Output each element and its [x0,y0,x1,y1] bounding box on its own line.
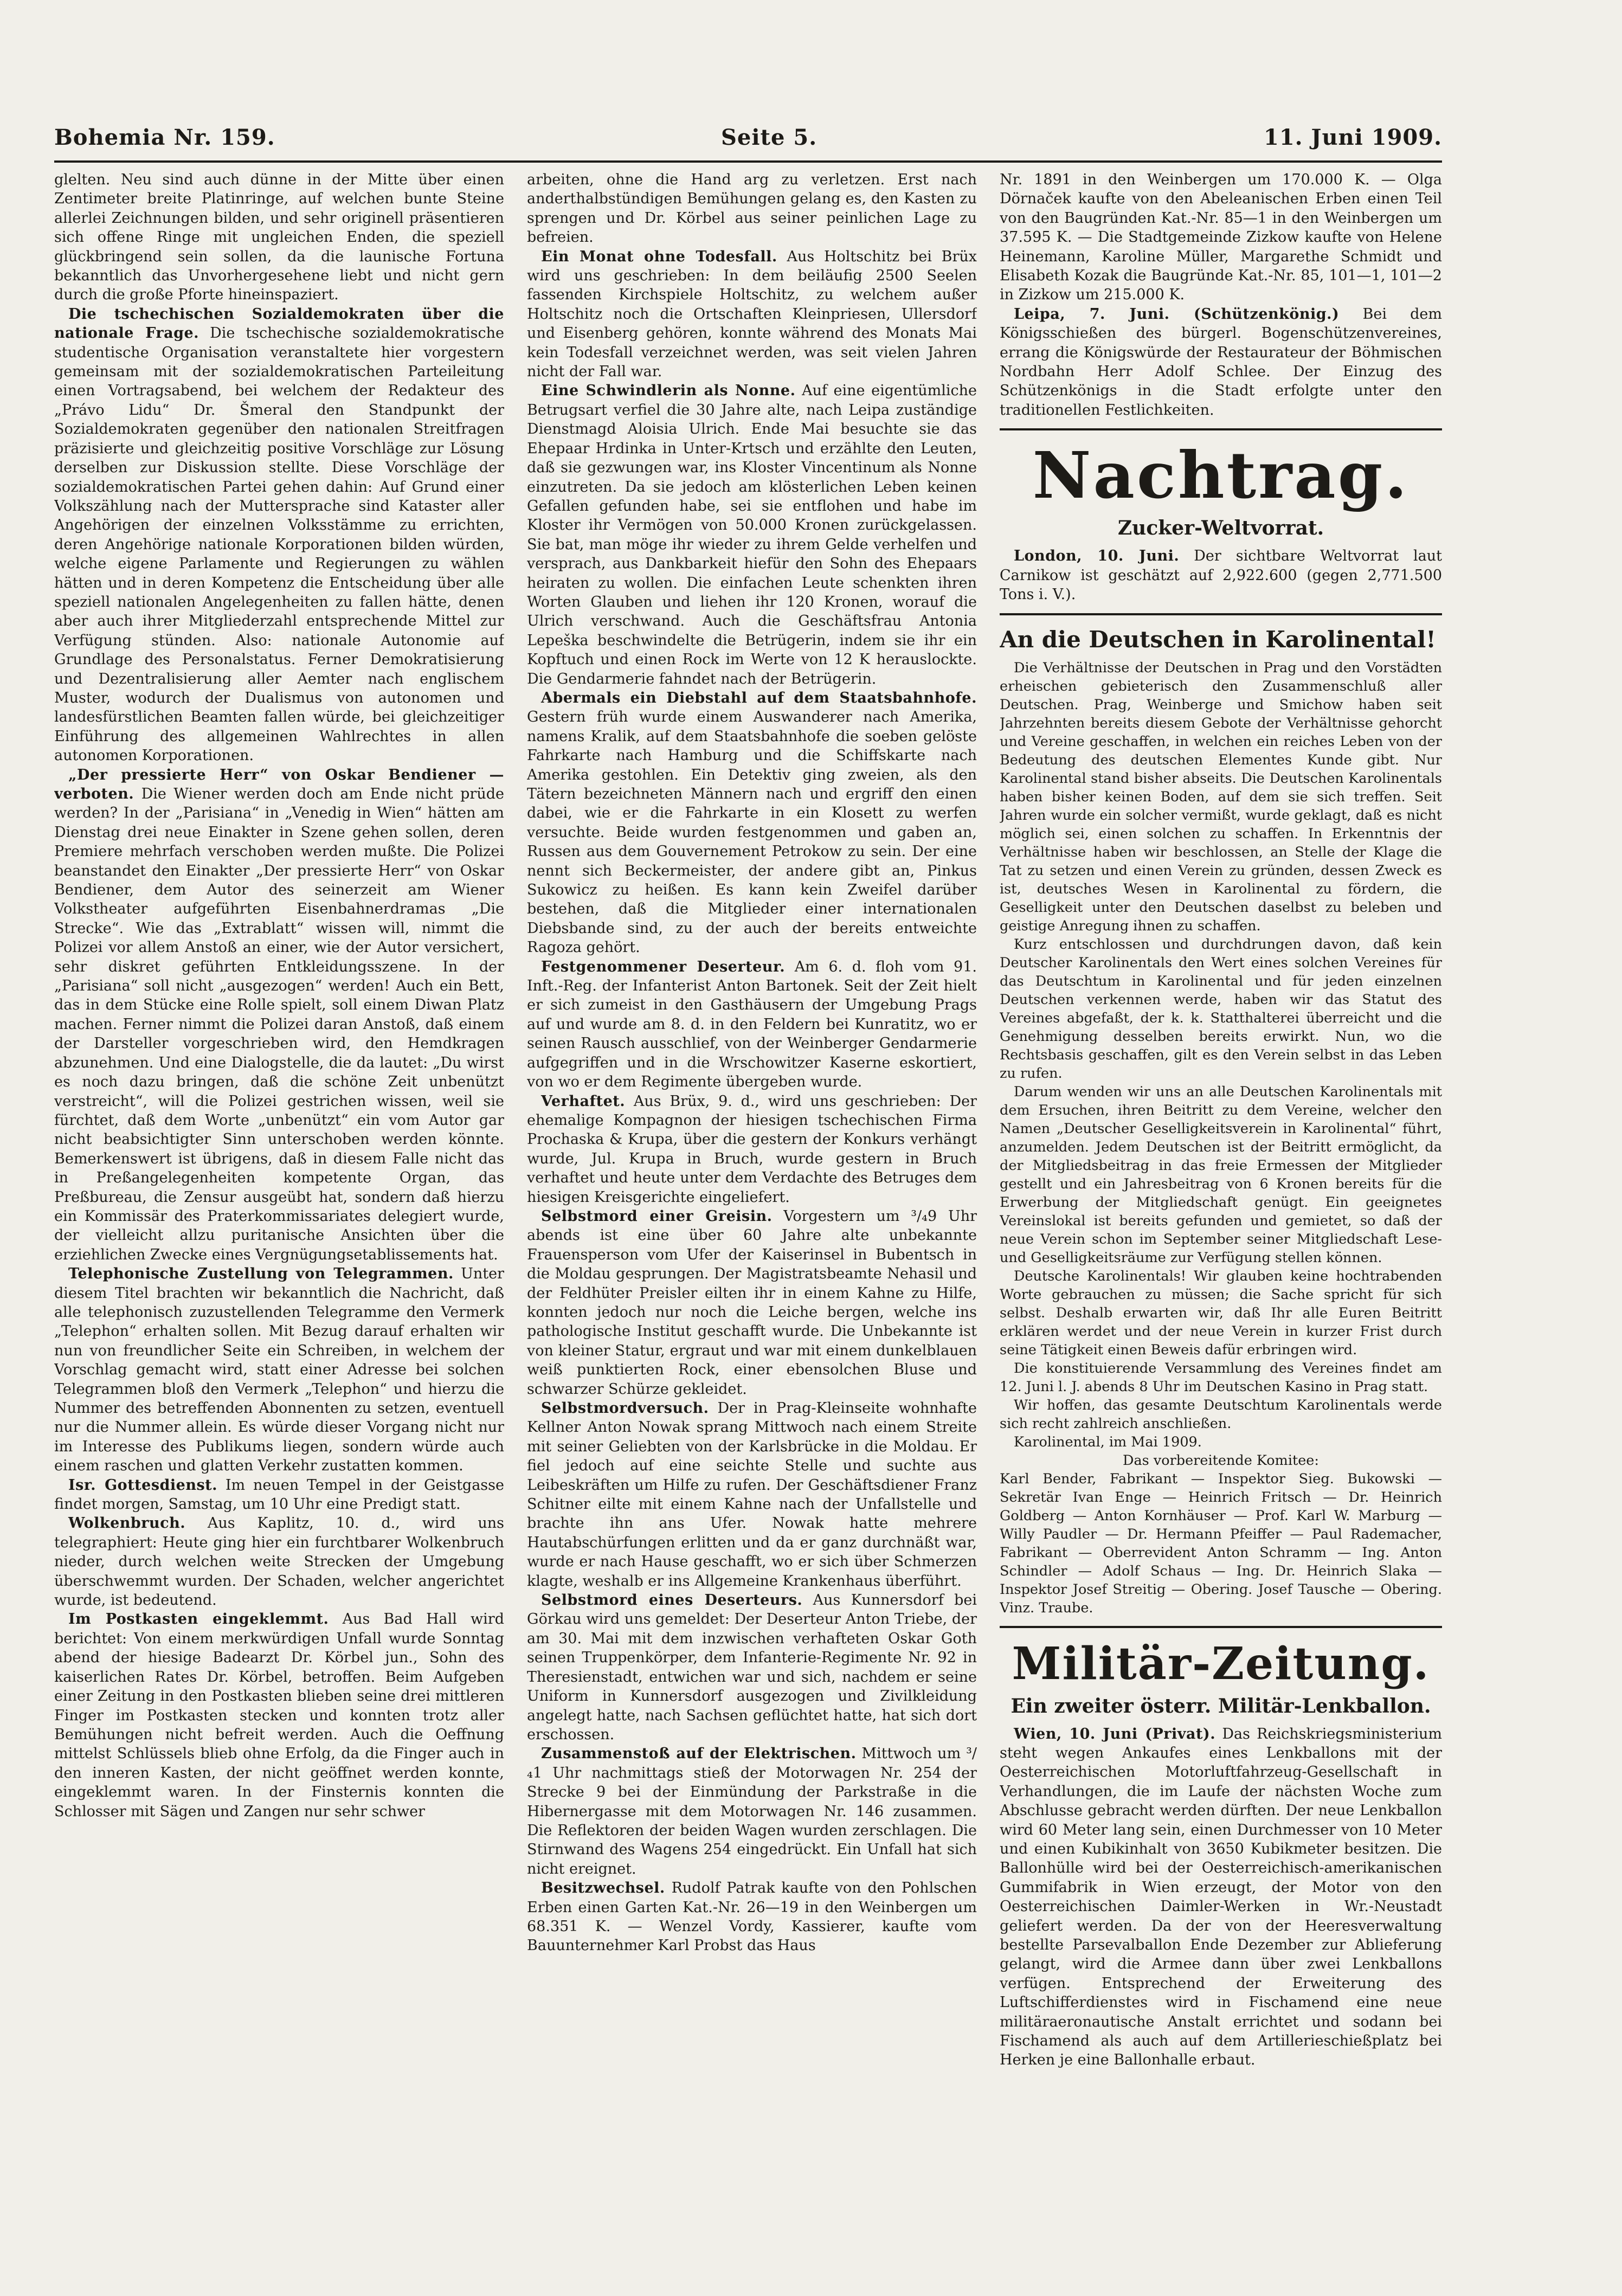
article-body: Aus Kunnersdorf bei Görkau wird uns gemeldet: Der Deserteur Anton Triebe, der am 30. Mai mit dem inzwischen verhafteten Oskar Goth seinen Truppenkörper, dem Infanterie-Regimente Nr. 92 in Theresienstadt, entwichen war und sich, nachdem er seine Uniform in Kunnersdorf ausgezogen und Zivilkleidung angelegt hatte, nach Sachsen geflüchtet hatte, hat sich dort erschossen. [527,1592,977,1743]
article-headline: Abermals ein Diebstahl auf dem Staatsbahnhofe. [541,689,977,706]
article-body: Das Reichskriegsministerium steht wegen Ankaufes eines Lenkballons mit der Oesterreichischen Motorluftfahrzeug-Gesellschaft in Verhandlungen, die im Laufe der nächsten Woche zum Abschlusse gebracht werden dürften. Der neue Lenkballon wird 60 Meter lang sein, einen Durchmesser von 10 Meter und einen Kubikinhalt von 3650 Kubikmeter besitzen. Die Ballonhülle wird bei der Oesterreichisch-amerikanischen Gummifabrik in Wien erzeugt, der Motor von den Oesterreichischen Daimler-Werken in Wr.-Neustadt geliefert werden. Da der von der Heeresverwaltung bestellte Parsevalballon Ende Dezember zur Ablieferung gelangt, wird die Armee dann über zwei Lenkballons verfügen. Entsprechend der Erweiterung des Luftschifferdienstes wird in Fischamend eine neue militäraeronautische Anstalt errichtet und sodann bei Fischamend als auch auf dem Artillerieschießplatz bei Herken je eine Ballonhalle erbaut. [1000,1725,1442,2069]
article [527,1092,977,1207]
article-body: Die tschechische sozialdemokratische studentische Organisation veranstaltete hier vorgestern gemeinsam mit der sozialdemokratischen Parteileitung einen Vortragsabend, bei welchem der Redakteur des „Právo Lidu“ Dr. Šmeral den Standpunkt der Sozialdemokraten gegenüber den nationalen Streitfragen präzisierte und gleichzeitig positive Vorschläge zur Lösung derselben zur Diskussion stellte. Diese Vorschläge der sozialdemokratischen Partei gehen dahin: Auf Grund einer Volkszählung nach der Muttersprache sind Kataster aller Angehörigen der einzelnen Volksstämme zu errichten, deren Angehörige nationale Korporationen bilden würden, welche eigene Parlamente und Regierungen zu wählen hätten und in deren Kompetenz die Entscheidung über alle speziell nationalen Angelegenheiten zu fallen hätte, denen aber auch ihrer Mitgliederzahl entsprechende Mittel zur Verfügung stünden. Also: nationale Autonomie auf Grundlage des Personalstatus. Ferner Demokratisierung und Dezentralisierung aller Aemter nach englischem Muster, wodurch der Dualismus von autonomen und landesfürstlichen Beamten fallen würde, bei gleichzeitiger Einführung des allgemeinen Wahlrechtes in allen autonomen Korporationen. [54,325,504,764]
article-headline: Im Postkasten eingeklemmt. [68,1611,329,1628]
appeal-title: An die Deutschen in Karolinental! [1000,626,1436,653]
article [54,766,504,1265]
article-body: Unter diesem Titel brachten wir bekanntlich die Nachricht, daß alle telephonisch zuzustellenden Telegramme den Vermerk „Telephon“ erhalten sollen. Mit Bezug darauf erhalten wir nun von freundlicher Seite ein Schreiben, in welchem der Vorschlag gemacht wird, statt einer Adresse bei solchen Telegrammen bloß den Vermerk „Telephon“ und hierzu die Nummer des betreffenden Abonnenten zu setzen, eventuell nur die Nummer allein. Es würde dieser Vorgang nicht nur im Interesse des Publikums liegen, sondern würde auch einem raschen und glatten Verkehr zustatten kommen. [54,1265,504,1475]
article-body: Aus Bad Hall wird berichtet: Von einem merkwürdigen Unfall wurde Sonntag abend der hiesige Badearzt Dr. Körbel jun., Sohn des kaiserlichen Rates Dr. Körbel, betroffen. Beim Aufgeben einer Zeitung in den Postkasten blieben seine drei mittleren Finger im Postkasten stecken und konnten trotz aller Bemühungen nicht befreit werden. Auch die Oeffnung mittelst Schlüssels blieb ohne Erfolg, da die Finger auch in den inneren Kasten, der nicht geöffnet werden konnte, eingeklemmt waren. In der Finsternis konnten die Schlosser mit Sägen und Zangen nur sehr schwer [54,1611,504,1820]
appeal-paragraph: Deutsche Karolinentals! Wir glauben keine hochtrabenden Worte gebrauchen zu müssen; die Sache spricht für sich selbst. Deshalb erwarten wir, daß Ihr alle Euren Beitritt erklären werdet und der neue Verein in kurzer Frist durch seine Tätigkeit einen Beweis dafür erbringen wird. [1000,1268,1442,1358]
article-headline: Wolkenbruch. [68,1515,186,1532]
article [54,1476,504,1514]
appeal-paragraph: Darum wenden wir uns an alle Deutschen Karolinentals mit dem Ersuchen, ihren Beitritt zu dem Vereine, welcher den Namen „Deutscher Geselligkeitsverein in Karolinental“ führt, anzumelden. Jedem Deutschen ist der Beitritt ermöglicht, da der Mitgliedsbeitrag in das freie Ermessen der Mitglieder gestellt und ein Jahresbeitrag von 6 Kronen bereits für die Erwerbung der Mitgliedschaft genügt. Ein geeignetes Vereinslokal ist bereits gefunden und gemietet, so daß der neue Verein schon im September seiner Mitgliedschaft Lese- und Geselligkeitsräume zur Verfügung stellen können. [1000,1083,1442,1266]
article-headline: Ein Monat ohne Todesfall. [541,248,777,265]
article [527,957,977,1092]
article-body: Der sichtbare Weltvorrat laut Carnikow ist geschätzt auf 2,922.600 (gegen 2,771.500 Tons i. V.). [1000,548,1442,603]
article-body: Die Wiener werden doch am Ende nicht prüde werden? In der „Parisiana“ in „Venedig in Wien“ hätten am Dienstag drei neue Einakter in Szene gehen sollen, deren Premiere mehrfach verschoben werden mußte. Die Polizei beanstandet den Einakter „Der pressierte Herr“ von Oskar Bendiener, dem Autor des seinerzeit am Wiener Volkstheater aufgeführten Eisenbahnerdramas „Die Strecke“. Wie das „Extrablatt“ wissen will, nimmt die Polizei vor allem Anstoß an einer, wie der Autor versichert, sehr diskret geführten Entkleidungsszene. In der „Parisiana“ soll nicht „ausgezogen“ werden! Auch ein Bett, das in dem Stücke eine Rolle spielt, soll einem Diwan Platz machen. Ferner nimmt die Polizei daran Anstoß, daß einem der Darsteller vorgeschrieben wird, den Hemdkragen abzunehmen. Und eine Dialogstelle, die da lautet: „Du wirst es noch dazu bringen, daß die schöne Zeit unbenützt verstreicht“, will die Polizei gestrichen wissen, weil sie fürchtet, daß dem Worte „unbenützt“ ein vom Autor gar nicht beabsichtigter Sinn unterschoben werden könnte. Bemerkenswert ist übrigens, daß in diesem Falle nicht das in Preßangelegenheiten kompetente Organ, das Preßbureau, die Zensur ausgeübt hat, sondern daß hierzu ein Kommissär des Praterkommissariates delegiert wurde, der vielleicht allzu puritanische Ansichten über die erziehlichen Zwecke eines Vergnügungsetablissements hat. [54,786,504,1263]
article-headline: London, 10. Juni. [1014,548,1180,565]
masthead-rule [54,160,1442,163]
article-headline: Telephonische Zustellung von Telegrammen. [68,1265,454,1283]
newspaper-page [54,125,1442,2163]
masthead-page-number: Seite 5. [721,125,818,150]
column-2 [527,170,977,2144]
article-headline: Isr. Gottesdienst. [68,1476,218,1494]
section-divider [1000,613,1442,615]
committee-members: Karl Bender, Fabrikant — Inspektor Sieg. Bukowski — Sekretär Ivan Enge — Heinrich Fritsch — Dr. Heinrich Goldberg — Anton Kornhäuser — Prof. Karl W. Marburg — Willy Paudler — Dr. Hermann Pfeiffer — Paul Rademacher, Fabrikant — Oberrevident Anton Schramm — Ing. Anton Schindler — Adolf Schaus — Ing. Dr. Heinrich Slaka — Inspektor Josef Streitig — Obering. Josef Tausche — Obering. Vinz. Traube. [1000,1470,1442,1616]
section-title-militaer: Militär-Zeitung. [1012,1637,1430,1690]
article-body: Gestern früh wurde einem Auswanderer nach Amerika, namens Kralik, auf dem Staatsbahnhofe die soeben gelöste Fahrkarte nach Hamburg und die Schiffskarte nach Amerika gestohlen. Ein Detektiv ging zweien, als den Tätern bezeichneten Männern nach und ergriff den einen dabei, wie er die Fahrkarte in ein Klosett zu werfen versuchte. Beide wurden festgenommen und gaben an, Russen aus dem Gouvernement Petrokow zu sein. Der eine nennt sich Beckermeister, der andere gibt an, Pinkus Sukowicz zu heißen. Es kann kein Zweifel darüber bestehen, daß die Mitglieder einer internationalen Diebsbande sind, zu der auch der bereits entweichte Ragoza gehört. [527,709,977,956]
section-divider [1000,428,1442,430]
article-body: Auf eine eigentümliche Betrugsart verfiel die 30 Jahre alte, nach Leipa zuständige Dienstmagd Aloisia Ulrich. Ende Mai besuchte sie das Ehepaar Hrdinka in Unter-Krtsch und erzählte den Leuten, daß sie gezwungen war, ins Kloster Vincentinum als Nonne einzutreten. Da sie jedoch am klösterlichen Leben keinen Gefallen gefunden habe, sei sie entflohen und habe im Kloster ihr Vermögen von 50.000 Kronen zurückgelassen. Sie bat, man möge ihr wieder zu ihrem Gelde verhelfen und versprach, aus Dankbarkeit hiefür den Sohn des Ehepaars heiraten zu wollen. Die einfachen Leute schenkten ihren Worten Glauben und liehen ihr 120 Kronen, worauf die Ulrich verschwand. Auch die Geschäftsfrau Antonia Lepeška beschwindelte die Betrügerin, indem sie ihr ein Kopftuch und einen Rock im Werte von 12 K herauslockte. Die Gendarmerie fahndet nach der Betrügerin. [527,382,977,687]
section-title-nachtrag: Nachtrag. [1032,438,1409,513]
article [54,1514,504,1610]
article [54,1610,504,1821]
article [527,247,977,382]
article-headline: Zusammenstoß auf der Elektrischen. [541,1745,857,1763]
article-continuation: arbeiten, ohne die Hand arg zu verletzen. Erst nach anderthalbstündigen Bemühungen gelang es, den Kasten zu sprengen und Dr. Körbel aus seiner peinlichen Lage zu befreien. [527,171,977,246]
article-headline: Selbstmord einer Greisin. [541,1207,773,1225]
article-headline: „Der pressierte Herr“ von Oskar Bendiener — verboten. [54,766,504,802]
article [527,1591,977,1744]
article-body: Vorgestern um ³/₄9 Uhr abends ist eine über 60 Jahre alte unbekannte Frauensperson vom Ufer der Kaiserinsel in Bubentsch in die Moldau gesprungen. Der Magistratsbeamte Nehasil und der Feldhüter Preisler eilten ihr in einem Kahne zu Hilfe, konnten jedoch nur noch die Leiche bergen, welche ins pathologische Institut geschafft wurde. Die Unbekannte ist von kleiner Statur, ergraut und war mit einem dunkelblauen weiß punktierten Rock, einer ebensolchen Bluse und schwarzer Schürze gekleidet. [527,1207,977,1398]
article-body: Aus Kaplitz, 10. d., wird uns telegraphiert: Heute ging hier ein furchtbarer Wolkenbruch nieder, durch welchen weite Strecken der Umgebung überschwemmt wurden. Der Schaden, welcher angerichtet wurde, ist bedeutend. [54,1515,504,1609]
article-body: Aus Brüx, 9. d., wird uns geschrieben: Der ehemalige Kompagnon der hiesigen tschechischen Firma Prochaska & Krupa, über die gestern der Konkurs verhängt wurde, Jul. Krupa in Bruch, wurde gestern in Bruch verhaftet und heute unter dem Verdachte des Betruges dem hiesigen Kreisgerichte eingeliefert. [527,1092,977,1206]
article [527,1399,977,1591]
article-body: Im neuen Tempel in der Geistgasse findet morgen, Samstag, um 10 Uhr eine Predigt statt. [54,1476,504,1513]
article-body: Mittwoch um ³/₄1 Uhr nachmittags stieß der Motorwagen Nr. 254 der Strecke 9 bei der Einmündung der Parkstraße in die Hibernergasse mit dem Motorwagen Nr. 146 zusammen. Die Reflektoren der beiden Wagen wurden zerschlagen. Die Stirnwand des Wagens 254 eingedrückt. Ein Unfall hat sich nicht ereignet. [527,1745,977,1877]
article [527,1744,977,1879]
article [527,1207,977,1399]
article [1000,1725,1442,2070]
column-3 [1000,170,1442,2144]
appeal-paragraph: Die konstituierende Versammlung des Vereines findet am 12. Juni l. J. abends 8 Uhr im Deutschen Kasino in Prag statt. [1000,1360,1442,1395]
masthead-date: 11. Juni 1909. [1264,125,1442,150]
committee-heading: Das vorbereitende Komitee: [1123,1452,1319,1469]
appeal-place-date: Karolinental, im Mai 1909. [1014,1433,1202,1450]
article [527,689,977,957]
article-headline: Die tschechischen Sozialdemokraten über die nationale Frage. [54,305,504,342]
appeal-paragraph: Wir hoffen, das gesamte Deutschtum Karolinentals werde sich recht zahlreich anschließen. [1000,1397,1442,1432]
article-headline: Selbstmordversuch. [541,1400,709,1417]
article-headline: Selbstmord eines Deserteurs. [541,1592,803,1609]
section-divider [1000,1626,1442,1628]
article-headline: Leipa, 7. Juni. (Schützenkönig.) [1014,305,1340,323]
article [54,305,504,766]
article-headline: Besitzwechsel. [541,1880,665,1897]
masthead-issue: Bohemia Nr. 159. [54,125,275,150]
masthead [54,125,1442,157]
article-body: Bei dem Königsschießen des bürgerl. Bogenschützenvereines, errang die Königswürde der Restaurateur der Böhmischen Nordbahn Herr Adolf Schlee. Der Einzug des Schützenkönigs in die Stadt erfolgte unter den traditionellen Festlichkeiten. [1000,305,1442,419]
column-1 [54,170,504,2144]
article-continuation: Nr. 1891 in den Weinbergen um 170.000 K. — Olga Dörnaček kaufte von den Abeleanischen Erben einen Teil von den Baugründen Kat.-Nr. 85—1 in den Weinbergen um 37.595 K. — Die Stadtgemeinde Zizkow kaufte von Helene Heinemann, Karoline Müller, Margarethe Schmidt und Elisabeth Kozak die Baugründe Kat.-Nr. 85, 101—1, 101—2 in Zizkow um 215.000 K. [1000,171,1442,304]
article-continuation: glelten. Neu sind auch dünne in der Mitte über einen Zentimeter breite Platinringe, auf welchen bunte Steine allerlei Zeichnungen bilden, und sehr originell präsentieren sich offene Ringe mit ungleichen Enden, die speziell glückbringend sein sollen, da die launische Fortuna bekanntlich das Unvorhergesehene liebt und nicht gern durch die große Pforte hineinspaziert. [54,171,504,304]
article-headline: Wien, 10. Juni (Privat). [1014,1725,1216,1742]
appeal-paragraph: Kurz entschlossen und durchdrungen davon, daß kein Deutscher Karolinentals den Wert eines solchen Vereines für das Deutschtum in Karolinental und für jeden einzelnen Deutschen verkennen werde, haben wir das Statut des Vereines abgefaßt, der k. k. Statthalterei überreicht und die Genehmigung desselben bereits erwirkt. Nun, wo die Rechtsbasis geschaffen, gilt es den Verein selbst in das Leben zu rufen. [1000,936,1442,1082]
article [527,1879,977,1956]
article [1000,546,1442,604]
article [1000,305,1442,420]
article-headline: Verhaftet. [541,1092,626,1110]
article [527,381,977,689]
article-body: Aus Holtschitz bei Brüx wird uns geschrieben: In dem beiläufig 2500 Seelen fassenden Kirchspiele Holtschitz, zu welchem außer Holtschitz noch die Ortschaften Kleinpriesen, Ullersdorf und Eisenberg gehören, konnte während des Monats Mai kein Todesfall verzeichnet werden, was seit vielen Jahren nicht der Fall war. [527,248,977,381]
section-subtitle: Ein zweiter österr. Militär-Lenkballon. [1010,1694,1431,1718]
section-subtitle: Zucker-Weltvorrat. [1117,517,1324,540]
article [54,1264,504,1475]
appeal-paragraph: Die Verhältnisse der Deutschen in Prag und den Vorstädten erheischen gebieterisch den Zusammenschluß aller Deutschen. Prag, Weinberge und Smichow haben seit Jahrzehnten bereits diesem Gebote der Verhältnisse gehorcht und Vereine geschaffen, in welchen ein reiches Leben von der Bedeutung des deutschen Elementes Kunde gibt. Nur Karolinental stand bisher abseits. Die Deutschen Karolinentals haben bisher keinen Boden, auf dem sie sich treffen. Seit Jahren wurde ein solcher vermißt, wurde geklagt, daß es nicht möglich sei, einen solchen zu schaffen. In Erkenntnis der Verhältnisse haben wir beschlossen, an Stelle der Klage die Tat zu setzen und einen Verein zu gründen, dessen Zweck es ist, deutsches Wesen in Karolinental zu fördern, die Geselligkeit unter den Deutschen daselbst zu beleben und geistige Anregung ihnen zu schaffen. [1000,659,1442,934]
article-body: Der in Prag-Kleinseite wohnhafte Kellner Anton Nowak sprang Mittwoch nach einem Streite mit seiner Geliebten von der Karlsbrücke in die Moldau. Er fiel jedoch auf eine seichte Stelle und suchte aus Leibeskräften um Hilfe zu rufen. Der Geschäftsdiener Franz Schitner eilte mit einem Kahne nach der Unfallstelle und brachte ihn ans Ufer. Nowak hatte mehrere Hautabschürfungen erlitten und da er ganz durchnäßt war, wurde er nach Hause geschafft, wo er sich über Schmerzen klagte, weshalb er ins Allgemeine Krankenhaus überführt. [527,1400,977,1590]
article-headline: Eine Schwindlerin als Nonne. [541,382,796,400]
article-body: Am 6. d. floh vom 91. Inft.-Reg. der Infanterist Anton Bartonek. Seit der Zeit hielt er sich zumeist in den Gasthäusern der Umgebung Prags auf und wurde am 8. d. in den Feldern bei Kunratitz, wo er seinen Rausch ausschlief, von der Weinberger Gendarmerie aufgegriffen und in die Wrschowitzer Kaserne eskortiert, von wo er dem Regimente übergeben wurde. [527,958,977,1091]
article-headline: Festgenommener Deserteur. [541,958,786,975]
appeal-text [1000,659,1442,1617]
article-body: Rudolf Patrak kaufte von den Pohlschen Erben einen Garten Kat.-Nr. 26—19 in den Weinbergen um 68.351 K. — Wenzel Vordy, Kassierer, kaufte vom Bauunternehmer Karl Probst das Haus [527,1880,977,1954]
